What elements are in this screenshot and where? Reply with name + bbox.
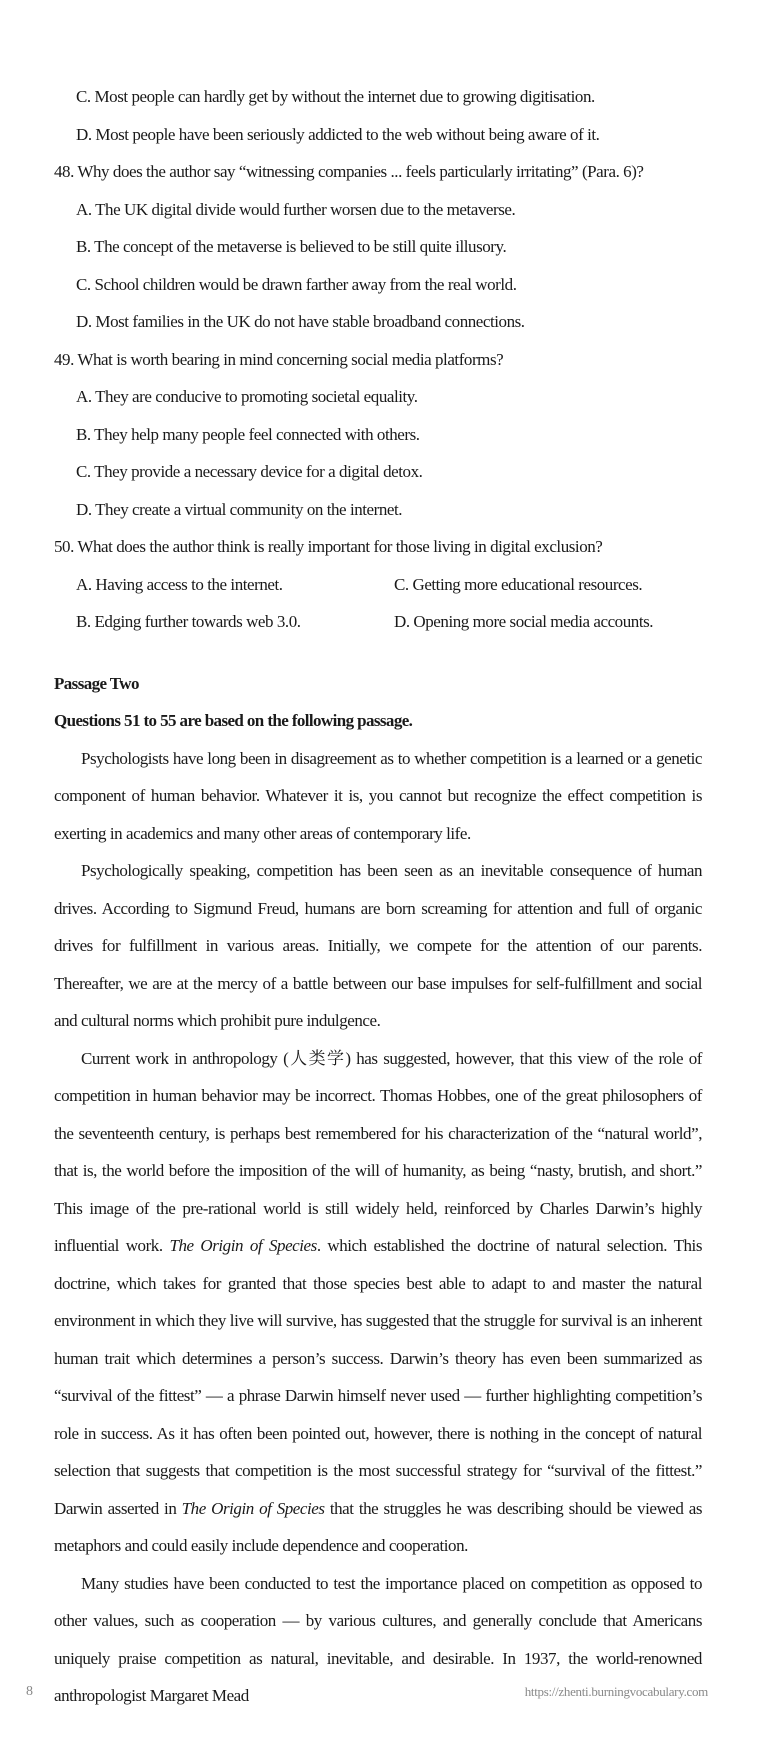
q48-option-b: B. The concept of the metaverse is believed to be still quite illusory. <box>76 237 507 256</box>
q48-option-c: C. School children would be drawn farther away from the real world. <box>76 274 517 294</box>
page-number: 8 <box>26 1684 33 1699</box>
passage-instruction: Questions 51 to 55 are based on the following passage. <box>54 711 413 730</box>
book-title-origin-of-species-2: The Origin of Species <box>181 1498 325 1518</box>
q49-stem: 49. What is worth bearing in mind concerning social media platforms? <box>54 349 504 369</box>
passage-paragraph-3 <box>54 1040 702 1565</box>
book-title-origin-of-species-1: The Origin of Species <box>169 1236 317 1255</box>
q50-option-b: B. Edging further towards web 3.0. <box>76 612 301 631</box>
q48-option-a: A. The UK digital divide would further worsen due to the metaverse. <box>76 199 516 219</box>
q50-stem: 50. What does the author think is really important for those living in digital exclusion? <box>54 537 603 556</box>
q50-option-a: A. Having access to the internet. <box>76 574 283 594</box>
paragraph-3-text-c: that the struggles he was describing should be viewed as metaphors and could easily include dependence and cooperation. <box>54 1498 702 1555</box>
q50-option-c: C. Getting more educational resources. <box>394 574 643 594</box>
paragraph-3-text-a: Current work in anthropology (人类学) has suggested, however, that this view of the role of competition in human behavior may be incorrect. Thomas Hobbes, one of the great philosophers of the seventeenth century, is perhaps best remembered for his characterization of the “natural world”, that is, the world before the imposition of the will of humanity, as being “nasty, brutish, and short.” This image of the pre-rational world is still widely held, reinforced by Charles Darwin’s highly influential work. <box>54 1048 702 1255</box>
paragraph-3-text-b: . which established the doctrine of natural selection. This doctrine, which takes for granted that those species best able to adapt to and master the natural environment in which they live will survive, has suggested that the struggle for survival is an inherent human trait which determines a person’s success. Darwin’s theory has even been summarized as “survival of the fittest” — a phrase Darwin himself never used — further highlighting competition’s role in success. As it has often been pointed out, however, there is nothing in the concept of natural selection that suggests that competition is the most successful strategy for “survival of the fittest.” Darwin asserted in <box>54 1236 702 1518</box>
passage-title: Passage Two <box>54 673 139 693</box>
q49-option-b: B. They help many people feel connected with others. <box>76 424 420 444</box>
q50-option-d: D. Opening more social media accounts. <box>394 612 654 631</box>
footer-url[interactable]: https://zhenti.burningvocabulary.com <box>524 1684 708 1699</box>
q49-option-a: A. They are conducive to promoting societal equality. <box>76 387 418 406</box>
passage-paragraph-2: Psychologically speaking, competition has been seen as an inevitable consequence of human drives. According to Sigmund Freud, humans are born screaming for attention and full of organic drives for fulfillment in various areas. Initially, we compete for the attention of our parents. Thereafter, we are at the mercy of a battle between our base impulses for self-fulfillment and social and cultural norms which prohibit pure indulgence. <box>54 861 702 1030</box>
section-spacer <box>54 641 702 665</box>
q49-option-d: D. They create a virtual community on the internet. <box>76 499 403 519</box>
q49-option-c: C. They provide a necessary device for a digital detox. <box>76 462 423 481</box>
q48-stem: 48. Why does the author say “witnessing companies ... feels particularly irritating” (Para. 6)? <box>54 162 644 181</box>
page-content <box>54 78 702 1715</box>
q50-options-row-2 <box>54 603 702 641</box>
q50-options-row-1 <box>54 566 702 604</box>
passage-paragraph-4: Many studies have been conducted to test the importance placed on competition as opposed to other values, such as cooperation — by various cultures, and generally conclude that Americans uniquely praise competition as natural, inevitable, and desirable. In 1937, the world-renowned anthropologist Margaret Mead <box>54 1573 702 1705</box>
q48-option-d: D. Most families in the UK do not have stable broadband connections. <box>76 312 525 331</box>
q47-option-d: D. Most people have been seriously addicted to the web without being aware of it. <box>76 124 600 144</box>
q47-option-c: C. Most people can hardly get by without the internet due to growing digitisation. <box>76 87 595 106</box>
passage-paragraph-1: Psychologists have long been in disagreement as to whether competition is a learned or a genetic component of human behavior. Whatever it is, you cannot but recognize the effect competition is exerting in academics and many other areas of contemporary life. <box>54 748 702 843</box>
